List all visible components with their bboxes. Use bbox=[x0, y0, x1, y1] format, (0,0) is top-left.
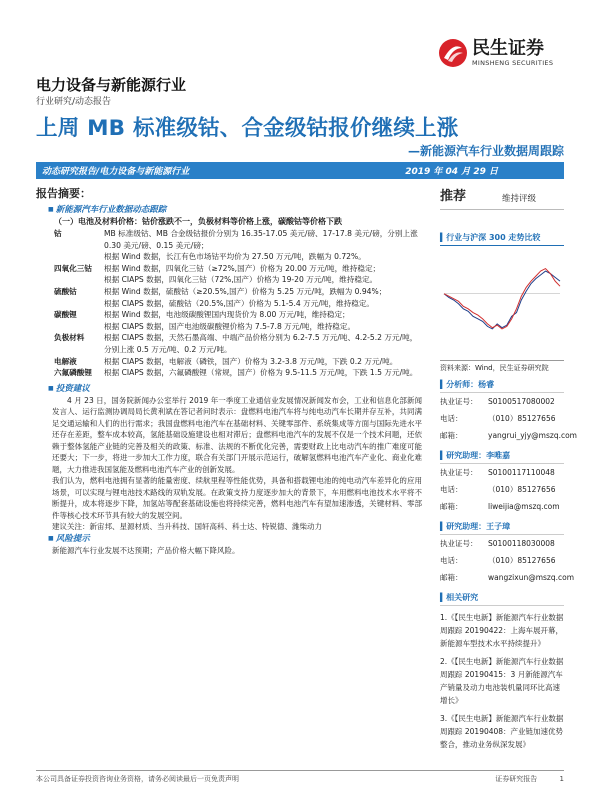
contact-key: 电话： bbox=[440, 556, 463, 565]
contact-key: 邮箱： bbox=[440, 502, 463, 511]
section-heading: ■ 新能源汽车行业数据动态跟踪 bbox=[48, 204, 422, 216]
related-heading: ▍ 相关研究 bbox=[440, 592, 564, 606]
contact-value: （010）85127656 bbox=[488, 556, 556, 565]
trend-chart bbox=[440, 250, 564, 350]
contact-row bbox=[440, 393, 564, 410]
paragraph: 4 月 23 日，国务院新闻办公室举行 2019 年一季度工业通信业发展情况新闻发布会，工业和信息化部新闻发言人、运行监测协调局局长黄利斌在答记者问时表示：盘燃料电池汽车将与纯电动汽车长期并存互补，共同满足交通运输和人们的出行需求；我国盘燃料电池汽车在基础材料、关键零部件、系统集成等方面与国际先进水平还存在差距，整车成本较高，氢能基础设施建设也相对滞后；盘燃料电池汽车的发展不仅是一个技术问题，还依赖于整体氢能产业链的完善及相关的政策、标准、法规的不断优化完善，需要财政上比电动汽车的推广难度可能还要大；下一步，将进一步加大工作力度，联合有关部门开展示范运行，破解氢燃料电池汽车产业化、商业化难题，大力推进我国氢能及燃料电池汽车产业的创新发展。 bbox=[52, 395, 422, 474]
page-subtitle: —新能源汽车行业数据周跟踪 bbox=[407, 144, 564, 158]
section-heading: ■ 风险提示 bbox=[48, 533, 422, 545]
industry-title: 电力设备与新能源行业 bbox=[36, 76, 187, 94]
price-item bbox=[36, 332, 422, 355]
price-item bbox=[36, 367, 422, 379]
section-heading: ■ 投资建议 bbox=[48, 383, 422, 395]
page-number: 1 bbox=[559, 775, 564, 783]
price-items bbox=[36, 228, 422, 379]
chart-series-line-0 bbox=[444, 271, 560, 329]
contact-row bbox=[440, 427, 577, 444]
contact-key: 邮箱： bbox=[440, 573, 463, 582]
contact-value: S0100117110048 bbox=[488, 468, 555, 477]
subsection-heading: （一）电池及材料价格：钴价涨跌不一，负极材料等价格上涨，碳酸钴等价格下跌 bbox=[54, 217, 342, 226]
price-item-text: 根据 Wind 数据，四氧化三钴（≥72%,国产）价格为 20.00 万元/吨，维持稳定； bbox=[104, 263, 381, 273]
contact-value: S0100118030008 bbox=[488, 539, 555, 548]
price-item-label: 负极材料 bbox=[54, 333, 85, 343]
price-item bbox=[36, 263, 422, 286]
rating-value: 维持评级 bbox=[501, 194, 536, 204]
summary-heading: 报告摘要： bbox=[36, 187, 91, 200]
assistant-heading: ▍ 研究助理：李唯嘉 bbox=[440, 450, 564, 464]
assistant-contacts bbox=[440, 464, 564, 515]
header-bar-category: 动态研究报告/电力设备与新能源行业 bbox=[42, 167, 190, 177]
contact-key: 邮箱： bbox=[440, 431, 463, 440]
contact-value: （010）85127656 bbox=[488, 485, 556, 494]
page-title: 上周 MB 标准级钴、合金级钴报价继续上涨 bbox=[36, 116, 459, 141]
assistant-heading: ▍ 研究助理：王子璋 bbox=[440, 521, 564, 535]
summary-column bbox=[36, 185, 422, 556]
contact-row bbox=[440, 481, 564, 498]
contact-value: S0100517080002 bbox=[488, 397, 555, 406]
footer-label: 证券研究报告 bbox=[495, 775, 538, 783]
price-item bbox=[36, 286, 422, 309]
price-item bbox=[36, 356, 422, 368]
price-item-text: MB 标准级钴、MB 合金级钴报价分别为 16.35-17.05 美元/磅、17-17.8 美元/磅，分别上涨 0.30 美元/磅、0.15 美元/磅； bbox=[104, 229, 418, 250]
contact-key: 执业证号： bbox=[440, 539, 478, 548]
related-report-link[interactable]: 2.《【民生电新】新能源汽车行业数据周跟踪 20190415：3 月新能源汽车产销量及动力电池装机量同环比高速增长》 bbox=[440, 657, 564, 705]
price-item-label: 钴 bbox=[54, 229, 62, 238]
price-item-text: 根据 CIAPS 数据，硫酸钴（20.5%,国产）价格为 5.1-5.4 万元/吨，维持稳定。 bbox=[104, 298, 375, 308]
related-report-link[interactable]: 3.《【民生电新】新能源汽车行业数据周跟踪 20190408：产业链加速优势整合，推动业务纵深发展》 bbox=[440, 714, 564, 749]
header-bar bbox=[36, 162, 564, 179]
sidebar bbox=[440, 185, 577, 751]
rating-row bbox=[440, 185, 564, 210]
paragraph: 新能源汽车行业发展不达预期；产品价格大幅下降风险。 bbox=[52, 545, 240, 555]
assistant-contacts bbox=[440, 535, 575, 586]
analyst-heading: ▍ 分析师：杨睿 bbox=[440, 379, 564, 393]
price-item-text: 根据 Wind 数据，电池级碳酸锂国内现货价为 8.00 万元/吨，维持稳定； bbox=[104, 310, 350, 320]
report-type: 行业研究/动态报告 bbox=[36, 97, 112, 107]
contact-row bbox=[440, 569, 575, 586]
price-item-text: 根据 CIAPS 数据，四氧化三钴（72%,国产）价格为 19-20 万元/吨，维持稳定。 bbox=[104, 275, 378, 285]
rating-label: 推荐 bbox=[440, 189, 467, 204]
price-item-label: 碳酸锂 bbox=[54, 310, 77, 320]
contact-row bbox=[440, 552, 564, 569]
chart-title: ▍ 行业与沪深 300 走势比较 bbox=[440, 232, 564, 246]
price-item-text: 根据 Wind 数据，硫酸钴（≥20.5%,国产）价格为 5.25 万元/吨，跌幅为 0.94%； bbox=[104, 286, 387, 296]
price-item bbox=[36, 228, 422, 263]
contact-value[interactable]: yangrui_yjy@mszq.com bbox=[488, 431, 577, 440]
brand-logo bbox=[438, 36, 578, 70]
price-item-text: 根据 CIAPS 数据，天然石墨高端、中端产品价格分别为 6.2-7.5 万元/吨、4.2-5.2 万元/吨，分别上涨 0.5 万元/吨、0.2 万元/吨。 bbox=[104, 333, 418, 354]
price-item-text: 根据 CIAPS 数据，六氟磷酸锂（常规，国产）价格为 9.5-11.5 万元/吨，下跌 1.5 万元/吨。 bbox=[104, 368, 418, 378]
price-item-text: 根据 CIAPS 数据，国产电池级碳酸锂价格为 7.5-7.8 万元/吨，维持稳定。 bbox=[104, 321, 356, 331]
contact-key: 电话： bbox=[440, 414, 463, 423]
brand-name-cn: 民生证券 bbox=[472, 38, 544, 59]
paragraph: 建议关注：新宙邦、星源材质、当升科技、国轩高科、科士达、特锐德、潍柴动力 bbox=[52, 522, 322, 532]
contact-key: 执业证号： bbox=[440, 397, 478, 406]
contact-row bbox=[440, 410, 564, 427]
contact-key: 执业证号： bbox=[440, 468, 478, 477]
contact-value: （010）85127656 bbox=[488, 414, 556, 423]
report-date: 2019 年 04 月 29 日 bbox=[405, 167, 498, 177]
price-item bbox=[36, 309, 422, 332]
contact-key: 电话： bbox=[440, 485, 463, 494]
contact-row bbox=[440, 464, 564, 481]
price-item-text: 根据 Wind 数据，长江有色市场钴平均价为 27.50 万元/吨，跌幅为 0.72%。 bbox=[104, 252, 366, 262]
analyst-contacts bbox=[440, 393, 577, 444]
contact-value[interactable]: wangzixun@mszq.com bbox=[488, 573, 575, 582]
price-item-text: 根据 CIAPS 数据，电解液（磷铁，国产）价格为 3.2-3.8 万元/吨，下跌 0.2 万元/吨。 bbox=[104, 356, 398, 366]
contact-row bbox=[440, 498, 564, 515]
price-item-label: 四氧化三钴 bbox=[54, 263, 92, 273]
contact-row bbox=[440, 535, 564, 552]
price-item-label: 硫酸钴 bbox=[54, 286, 77, 296]
page-footer bbox=[36, 770, 564, 784]
contact-value[interactable]: liweijia@mszq.com bbox=[488, 502, 560, 511]
related-list bbox=[440, 611, 564, 751]
chart-series-line-1 bbox=[444, 269, 560, 329]
disclaimer-text: 本公司具备证券投资咨询业务资格，请务必阅读最后一页免责声明 bbox=[36, 775, 239, 783]
brand-mark-icon bbox=[438, 38, 468, 68]
paragraph: 我们认为，燃料电池拥有显著的能量密度、续航里程等性能优势，具备和搭载锂电池的纯电动汽车差异化的应用场景，可以实现与锂电池技术路线的双轨发展。在政策支持力度逐步加大的背景下，车用燃料电池技术水平将不断提升，成本将逐步下降，加氢站等配套基础设施也将持续完善，燃料电池汽车有望加速渗透，关键材料、零部件等核心技术环节具有较大的发展空间。 bbox=[52, 476, 422, 520]
price-item-label: 电解液 bbox=[54, 356, 77, 366]
brand-name-en: MINSHENG SECURITIES bbox=[472, 59, 554, 67]
chart-source: 资料来源：Wind，民生证券研究院 bbox=[440, 360, 564, 373]
related-report-link[interactable]: 1.《【民生电新】新能源汽车行业数据周跟踪 20190422：上海车展开幕，新能源车型技术水平持续提升》 bbox=[440, 613, 564, 648]
price-item-label: 六氟磷酸锂 bbox=[54, 368, 92, 378]
